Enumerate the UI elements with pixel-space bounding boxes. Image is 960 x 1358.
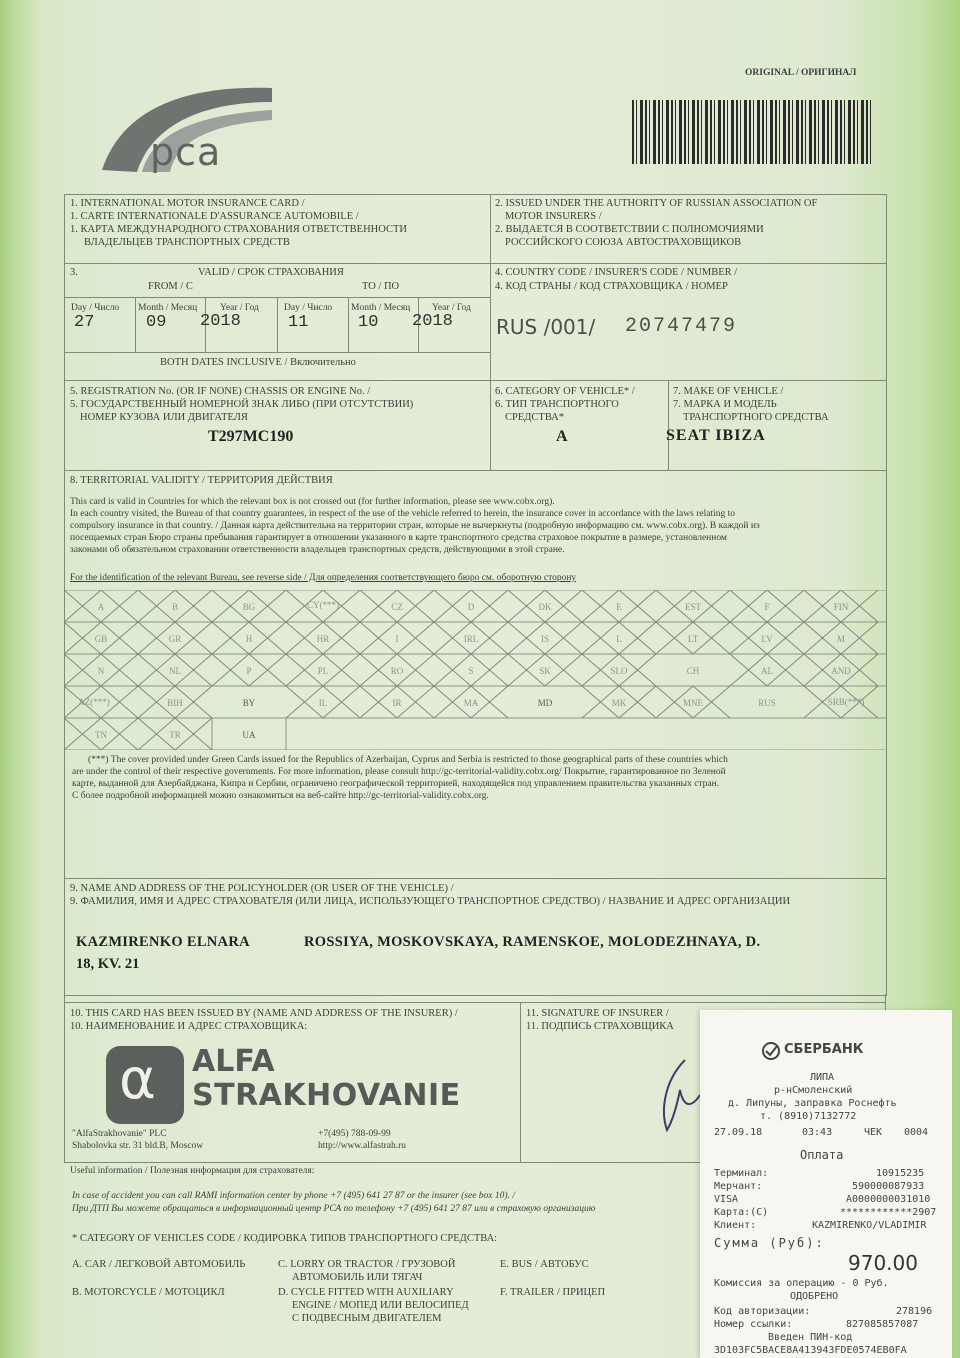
vehicle-category: A <box>556 428 568 445</box>
card-number: 20747479 <box>625 315 738 338</box>
bank-name: СБЕРБАНК <box>784 1042 864 1057</box>
from-day: 27 <box>74 313 95 332</box>
from-year: 2018 <box>200 312 241 331</box>
company-street: Shabolovka str. 31 bld.B, Moscow <box>72 1141 204 1151</box>
company-phone: +7(495) 788-09-99 <box>318 1129 391 1139</box>
payment-sum: 970.00 <box>848 1251 918 1275</box>
to-year: 2018 <box>412 312 453 331</box>
policyholder-address-2: 18, KV. 21 <box>76 956 140 972</box>
box8-paragraph: This card is valid in Countries for which the relevant box is not crossed out (for further information, please see www.cobx.org). In each country visited, the Bureau of that country guarantees, in respect of the use of the vehicle referred to herein, the insurance cover in accordance with the laws relating to compulsory insurance in that country. / Данная карта действительна на территории стран, которые не вычеркнуты (подробную информацию см. www.cobx.org). В каждой из посещаемых стран Бюро страны пребывания гарантирует в отношении указанного в карте транспортного средства страховое покрытие в размере, установленном законами об обязательном страховании ответственности владельцев транспортных средств, действующими в этой стране. <box>70 497 760 555</box>
to-day: 11 <box>288 313 309 332</box>
original-label: ORIGINAL / ОРИГИНАЛ <box>745 68 857 78</box>
box7-text: 7. MAKE OF VEHICLE / 7. МАРКА И МОДЕЛЬ ТРАНСПОРТНОГО СРЕДСТВА <box>673 386 829 423</box>
alfa-name-2: STRAKHOVANIE <box>192 1078 461 1113</box>
box8-title: 8. TERRITORIAL VALIDITY / ТЕРРИТОРИЯ ДЕЙСТВИЯ <box>70 475 333 486</box>
useful-info: Useful information / Полезная информация для страхователя: <box>70 1166 315 1176</box>
registration-number: T297MC190 <box>208 428 294 445</box>
policyholder-address-1: ROSSIYA, MOSKOVSKAYA, RAMENSKOE, MOLODEZHNAYA, D. <box>304 934 761 950</box>
country-labels: A B BG CY(***) CZ D DK E EST F FIN GB GR H HR I IRL IS L LT LV M N NL P PL RO S SK SLO CH AL AND AZ(***) BIH BY IL IR MA MD MK MNE RUS SRB(***) TN TR UA <box>78 600 865 740</box>
box1-text: 1. INTERNATIONAL MOTOR INSURANCE CARD / 1. CARTE INTERNATIONALE D'ASSURANCE AUTOMOBILE / 1. КАРТА МЕЖДУНАРОДНОГО СТРАХОВАНИЯ ОТВЕТСТВЕННОСТИ ВЛАДЕЛЬЦЕВ ТРАНСПОРТНЫХ СРЕДСТВ <box>70 198 407 248</box>
alfa-logo-icon: α <box>106 1046 184 1124</box>
box6-text: 6. CATEGORY OF VEHICLE* / 6. ТИП ТРАНСПОРТНОГО СРЕДСТВА* <box>495 386 635 423</box>
bureau-note: For the identification of the relevant Bureau, see reverse side / Для определения соответствующего бюро см. оборотную сторону <box>70 573 577 583</box>
company-name: "AlfaStrakhovanie" PLC <box>72 1129 167 1139</box>
barcode <box>632 100 872 164</box>
box2-text: 2. ISSUED UNDER THE AUTHORITY OF RUSSIAN ASSOCIATION OF MOTOR INSURERS / 2. ВЫДАЕТСЯ В СООТВЕТСТВИИ С ПОЛНОМОЧИЯМИ РОССИЙСКОГО СОЮЗА АВТОСТРАХОВЩИКОВ <box>495 198 818 248</box>
valid-label: VALID / СРОК СТРАХОВАНИЯ <box>198 267 344 278</box>
category-title: * CATEGORY OF VEHICLES CODE / КОДИРОВКА ТИПОВ ТРАНСПОРТНОГО СРЕДСТВА: <box>72 1233 498 1244</box>
green-card-document: рса ORIGINAL / ОРИГИНАЛ 1. INTERNATIONAL MOTOR INSURANCE CARD / 1. CARTE INTERNATIONALE D'ASSURANCE AUTOMOBILE / 1. КАРТА МЕЖДУНАРОДНОГО СТРАХОВАНИЯ ОТВЕТСТВЕННОСТИ ВЛАДЕЛЬЦЕВ ТРАНСПОРТНЫХ СРЕДСТВ 2. ISSUED UNDER THE AUTHORITY OF RUSSIAN ASSOCIATION OF MOTOR INSURERS / 2. ВЫДАЕТСЯ В СООТВЕТСТВИИ С ПОЛНОМОЧИЯМИ РОССИЙСКОГО СОЮЗА АВТОСТРАХОВЩИКОВ 3. VALID / СРОК СТРАХОВАНИЯ FROM / С TO / ПО Day / Число Month / Месяц Year / Год Day / Число Month / Месяц Year / Год 27 09 2018 11 10 2018 BOTH DATES INCLUSIVE / Включительно 4. COUNTRY CODE / INSURER'S CODE / NUMBER / 4. КОД СТРАНЫ / КОД СТРАХОВЩИКА / НОМЕР RUS /001/ 20747479 5. REGISTRATION No. (OR IF NONE) CHASSIS OR ENGINE No. / 5. ГОСУДАРСТВЕННЫЙ НОМЕРНОЙ ЗНАК ЛИБО (ПРИ ОТСУТСТВИИ) НОМЕР КУЗОВА ИЛИ ДВИГАТЕЛЯ T297MC190 6. CATEGORY OF VEHICLE* / 6. ТИП ТРАНСПОРТНОГО СРЕДСТВА* A 7. MAKE OF VEHICLE / 7. МАРКА И МОДЕЛЬ ТРАНСПОРТНОГО СРЕДСТВА SEAT IBIZA 8. TERRITORIAL VALIDITY / ТЕРРИТОРИЯ ДЕЙСТВИЯ This card is valid in Countries for which the relevant box is not crossed out (for further information, please see www.cobx.org). In each country visited, the Bureau of that country guarantees, in respect of the use of the vehicle referred to herein, the insurance cover in accordance with the laws relating to compulsory insurance in that country. / Данная карта действительна на территории стран, которые не вычеркнуты (подробную информацию см. www.cobx.org). В каждой из посещаемых стран Бюро страны пребывания гарантирует в отношении указанного в карте транспортного средства страховое покрытие в размере, установленном законами об обязательном страховании ответственности владельцев транспортных средств, действующими в этой стране. For the identification of the relevant Bureau, see reverse side / Для определения соответствующего бюро см. оборотную сторону A B BG CY(***) CZ D DK E EST F FIN GB GR H HR I IRL IS L LT LV M N NL P PL RO S SK SLO CH AL AND AZ(***) BIH BY IL IR MA MD MK MNE RUS SRB(***) TN TR UA (***) The cover provided under Green Cards issued for the Republics of Azerbaijan, Cyprus and Serbia is restricted to those geographical parts of these countries which are under the control of their respective governments. For more information, please consult http://gc-territorial-validity.cobx.org/ Покрытие, гарантированное по Зеленой карте, выданной для Азербайджана, Кипра и Сербии, ограничено географической территорией, находящейся под управлением правительства указанных стран. С более подробной информацией можно ознакомиться на веб-сайте http://gc-territorial-validity.cobx.org. 9. NAME AND ADDRESS OF THE POLICYHOLDER (OR USER OF THE VEHICLE) / 9. ФАМИЛИЯ, ИМЯ И АДРЕС СТРАХОВАТЕЛЯ (ИЛИ ЛИЦА, ИСПОЛЬЗУЮЩЕГО ТРАНСПОРТНОЕ СРЕДСТВО) / НАЗВАНИЕ И АДРЕС ОРГАНИЗАЦИИ KAZMIRENKO ELNARA ROSSIYA, MOSKOVSKAYA, RAMENSKOE, MOLODEZHNAYA, D. 18, KV. 21 10. THIS CARD HAS BEEN ISSUED BY (NAME AND ADDRESS OF THE INSURER) / 10. НАИМЕНОВАНИЕ И АДРЕС СТРАХОВЩИКА: α ALFA STRAKHOVANIE "AlfaStrakhovanie" PLC Shabolovka str. 31 bld.B, Moscow +7(495) 788-09-99 http://www.alfastrah.ru 11. SIGNATURE OF INSURER / 11. ПОДПИСЬ СТРАХОВЩИКА Useful information / Полезная информация для страхователя: In case of accident you can call RAMI information center by phone +7 (495) 641 27 87 or the insurer (see box 10). / При ДТП Вы можете обращаться в информационный центр РСА по телефону +7 (495) 641 27 87 или в страховую организацию * CATEGORY OF VEHICLES CODE / КОДИРОВКА ТИПОВ ТРАНСПОРТНОГО СРЕДСТВА: A. CAR / ЛЕГКОВОЙ АВТОМОБИЛЬ C. LORRY OR TRACTOR / ГРУЗОВОЙ АВТОМОБИЛЬ ИЛИ ТЯГАЧ E. BUS / АВТОБУС B. MOTORCYCLE / МОТОЦИКЛ D. CYCLE FITTED WITH AUXILIARY ENGINE / МОПЕД ИЛИ ВЕЛОСИПЕД С ПОДВЕСНЫМ ДВИГАТЕЛЕМ F. TRAILER / ПРИЦЕП <box>0 0 960 1358</box>
vehicle-make: SEAT IBIZA <box>666 427 766 444</box>
box5-text: 5. REGISTRATION No. (OR IF NONE) CHASSIS OR ENGINE No. / 5. ГОСУДАРСТВЕННЫЙ НОМЕРНОЙ ЗНАК ЛИБО (ПРИ ОТСУТСТВИИ) НОМЕР КУЗОВА ИЛИ ДВИГАТЕЛЯ <box>70 386 414 423</box>
to-label: TO / ПО <box>362 281 400 292</box>
from-month: 09 <box>146 313 167 332</box>
both-dates-inclusive: BOTH DATES INCLUSIVE / Включительно <box>160 357 356 368</box>
policyholder-name: KAZMIRENKO ELNARA <box>76 934 250 950</box>
sberbank-logo-icon <box>762 1042 780 1060</box>
payment-receipt: СБЕРБАНК ЛИПА р-нСмоленский д. Липуны, заправка Роснефть т. (8910)7132772 27.09.18 03:43 ЧЕК 0004 Оплата Терминал: 10915235 Мерчант: 590000087933 VISA A0000000031010 Карта:(С) ************2907 Клиент: KAZMIRENKO/VLADIMIR Сумма (Руб): 970.00 Комиссия за операцию - 0 Руб. ОДОБРЕНО Код авторизации: 278196 Номер ссылки: 827085857087 Введен ПИН-код 3D103FC5BACE8A413943FDE0574EB0FA <box>700 1010 952 1358</box>
alfa-name-1: ALFA <box>192 1044 275 1079</box>
from-label: FROM / С <box>148 281 193 292</box>
company-site: http://www.alfastrah.ru <box>318 1141 407 1151</box>
to-month: 10 <box>358 313 379 332</box>
territory-note: (***) The cover provided under Green Cards issued for the Republics of Azerbaijan, Cyprus and Serbia is restricted to those geographical parts of these countries which are under the control of their respective governments. For more information, please consult http://gc-territorial-validity.cobx.org/ Покрытие, гарантированное по Зеленой карте, выданной для Азербайджана, Кипра и Сербии, ограничено географической территорией, находящейся под управлением правительства указанных стран. С более подробной информацией можно ознакомиться на веб-сайте http://gc-territorial-validity.cobx.org. <box>72 755 728 801</box>
country-insurer-code: RUS /001/ <box>496 315 596 339</box>
operation-type: Оплата <box>800 1148 844 1162</box>
signature <box>655 1050 705 1140</box>
logo-text: рса <box>150 130 222 174</box>
